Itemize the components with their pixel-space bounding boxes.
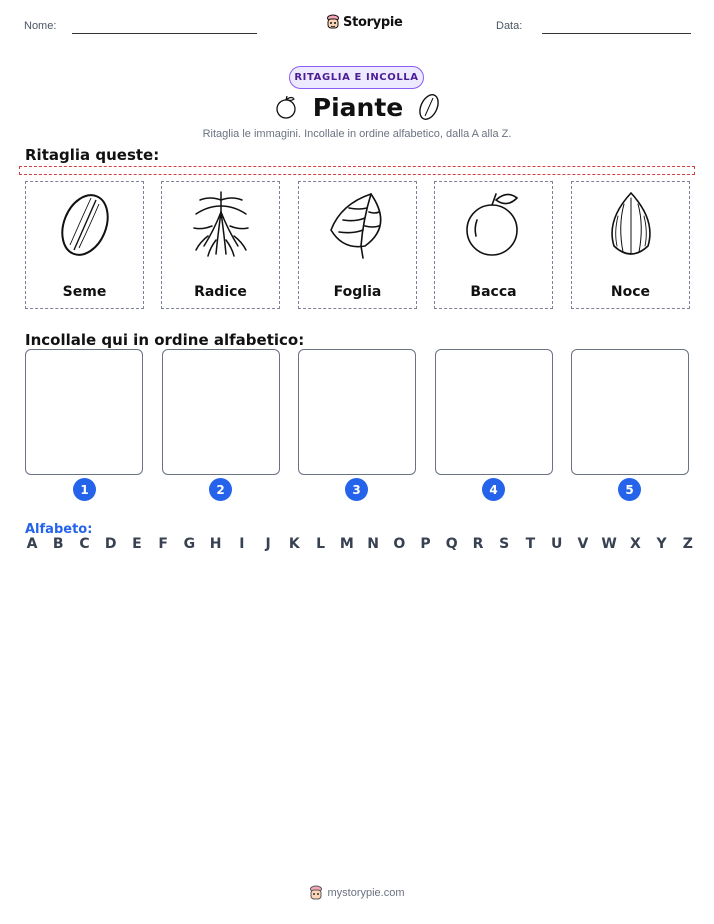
card-label: Radice — [194, 284, 247, 300]
cut-card-foglia[interactable] — [298, 181, 417, 309]
name-input-line[interactable] — [72, 33, 257, 34]
alphabet-letter: B — [52, 536, 64, 552]
alphabet-letter: W — [601, 536, 617, 552]
paste-slot-1[interactable] — [25, 349, 143, 475]
slot-number-badge: 4 — [482, 478, 505, 501]
alphabet-letter: Q — [445, 536, 458, 552]
seed-icon — [50, 190, 120, 260]
cut-section-title: Ritaglia queste: — [25, 146, 160, 164]
alphabet-letter: U — [551, 536, 563, 552]
alphabet-letter: N — [367, 536, 379, 552]
card-label: Bacca — [470, 284, 517, 300]
berry-icon — [459, 190, 529, 260]
storypie-mascot-icon — [326, 14, 340, 30]
alphabet-letter: D — [104, 536, 117, 552]
alphabet-letter: V — [577, 536, 589, 552]
paste-slot-2[interactable] — [162, 349, 280, 475]
alphabet-letter: S — [499, 536, 510, 552]
alphabet-letter: L — [316, 536, 326, 552]
cut-card-seme[interactable] — [25, 181, 144, 309]
alphabet-letter: H — [209, 536, 222, 552]
instructions-text: Ritaglia le immagini. Incollale in ordine alfabetico, dalla A alla Z. — [202, 128, 512, 140]
activity-tag: RITAGLIA E INCOLLA — [289, 66, 424, 89]
alphabet-letter: Z — [682, 536, 693, 552]
cut-dashed-line — [19, 166, 695, 175]
alphabet-letter: E — [132, 536, 142, 552]
alphabet-letter: J — [265, 536, 271, 552]
alphabet-letter: F — [158, 536, 168, 552]
alphabet-letter: I — [239, 536, 245, 552]
alphabet-letter: T — [525, 536, 536, 552]
alphabet-letter: R — [472, 536, 484, 552]
alphabet-letter: G — [183, 536, 196, 552]
alphabet-letter: O — [393, 536, 406, 552]
leaf-icon — [323, 190, 393, 260]
nut-icon — [596, 190, 666, 260]
slot-number-badge: 3 — [345, 478, 368, 501]
card-label: Foglia — [333, 284, 382, 300]
alphabet-letter: P — [420, 536, 431, 552]
slot-number-badge: 1 — [73, 478, 96, 501]
alphabet-letter: M — [339, 536, 354, 552]
date-input-line[interactable] — [542, 33, 691, 34]
seed-icon — [417, 92, 441, 122]
header-bar — [0, 14, 714, 42]
storypie-mascot-icon — [309, 885, 323, 901]
cut-card-bacca[interactable] — [434, 181, 553, 309]
alphabet-letter: C — [79, 536, 90, 552]
brand-logo — [326, 14, 403, 30]
slot-number-badge: 2 — [209, 478, 232, 501]
paste-slot-3[interactable] — [298, 349, 416, 475]
alphabet-letter: A — [26, 536, 38, 552]
slot-number-badge: 5 — [618, 478, 641, 501]
alphabet-letter: K — [288, 536, 300, 552]
card-label: Noce — [610, 284, 651, 300]
alphabet-letter: Y — [656, 536, 667, 552]
footer-site[interactable]: mystorypie.com — [327, 887, 405, 899]
alphabet-letter: X — [629, 536, 641, 552]
date-label: Data: — [496, 20, 523, 32]
alphabet-title: Alfabeto: — [25, 522, 93, 537]
cut-card-noce[interactable] — [571, 181, 690, 309]
page-title: Piante — [312, 92, 404, 122]
footer — [0, 885, 714, 901]
name-label: Nome: — [24, 20, 57, 32]
alphabet-row — [24, 536, 696, 552]
paste-slot-5[interactable] — [571, 349, 689, 475]
cut-card-radice[interactable] — [161, 181, 280, 309]
root-icon — [186, 190, 256, 260]
brand-name: Storypie — [343, 14, 403, 30]
paste-slot-4[interactable] — [435, 349, 553, 475]
paste-section-title: Incollale qui in ordine alfabetico: — [25, 331, 305, 349]
card-label: Seme — [62, 284, 107, 300]
apple-icon — [273, 94, 299, 120]
title-row — [0, 90, 714, 124]
